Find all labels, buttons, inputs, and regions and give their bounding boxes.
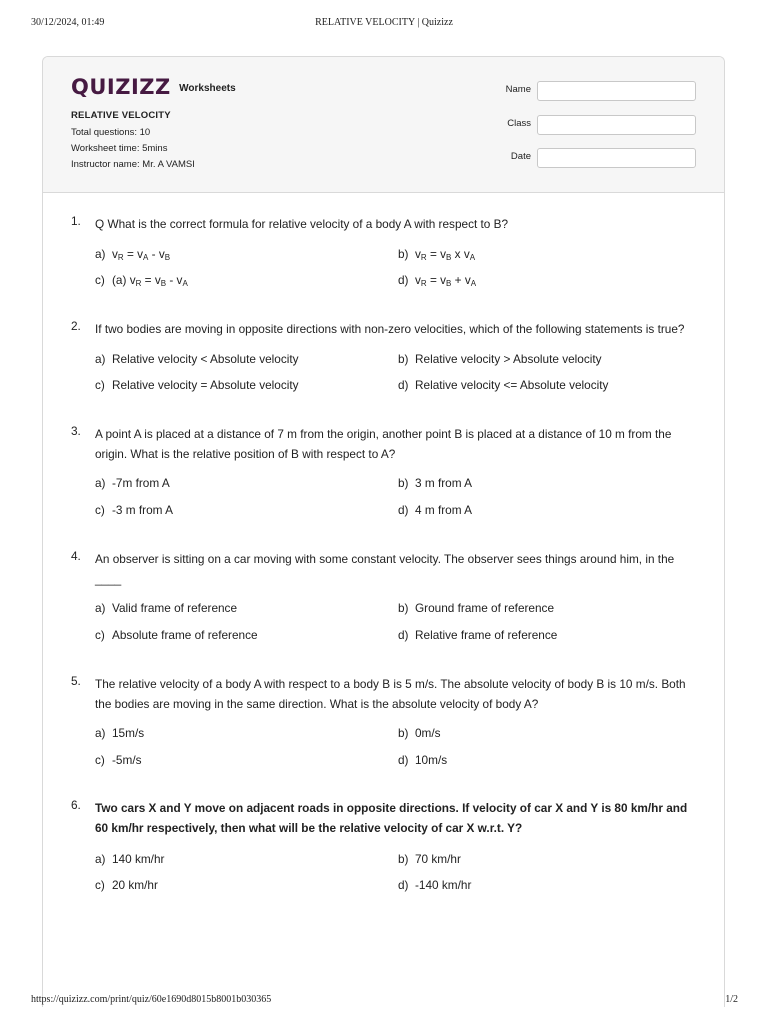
subscript: B <box>446 253 452 262</box>
option-d <box>398 503 472 517</box>
option-a <box>95 352 299 366</box>
option-text <box>415 273 476 287</box>
option-c <box>95 378 299 392</box>
question-number: 2. <box>71 319 81 333</box>
option-text-part: = v <box>141 273 161 287</box>
option-text-part: (a) v <box>112 273 136 287</box>
option-text-part: = v <box>123 247 144 261</box>
question-number: 1. <box>71 214 81 228</box>
subscript: B <box>446 279 452 288</box>
option-text-part: - v <box>148 247 165 261</box>
option-text: -3 m from A <box>112 503 173 517</box>
name-field[interactable] <box>537 81 696 101</box>
option-b <box>398 601 554 615</box>
option-letter: b) <box>398 247 409 261</box>
option-text: Valid frame of reference <box>112 601 238 615</box>
option-letter: c) <box>95 273 105 287</box>
question-number: 5. <box>71 674 81 688</box>
option-text: 70 km/hr <box>415 852 461 866</box>
total-questions: Total questions: 10 <box>71 127 151 138</box>
option-b <box>398 352 602 366</box>
option-letter: a) <box>95 852 106 866</box>
option-a <box>95 852 164 866</box>
option-text: -5m/s <box>112 753 142 767</box>
question-text: An observer is sitting on a car moving with some constant velocity. The observer sees things around him, in the ____ <box>95 552 675 586</box>
option-letter: b) <box>398 601 409 615</box>
question-number: 4. <box>71 549 81 563</box>
question-text: A point A is placed at a distance of 7 m from the origin, another point B is placed at a distance of 10 m from the origin. What is the relative position of B with respect to A? <box>95 427 672 461</box>
option-letter: a) <box>95 601 106 615</box>
option-d <box>398 753 447 767</box>
option-d <box>398 378 608 392</box>
option-text: Relative velocity < Absolute velocity <box>112 352 299 366</box>
option-text-part: v <box>415 273 421 287</box>
subscript: A <box>143 253 149 262</box>
option-text: 3 m from A <box>415 476 473 490</box>
option-text: 0m/s <box>415 726 441 740</box>
name-label: Name <box>505 84 531 95</box>
option-letter: a) <box>95 726 106 740</box>
option-text-part: v <box>112 247 118 261</box>
option-text <box>112 273 188 287</box>
subscript: B <box>160 279 167 288</box>
date-label: Date <box>510 151 531 162</box>
option-d <box>398 628 557 642</box>
option-letter: d) <box>398 753 409 767</box>
page-number: 1/2 <box>725 994 738 1005</box>
option-a <box>95 601 237 615</box>
option-text: 4 m from A <box>415 503 473 517</box>
instructor-name: Instructor name: Mr. A VAMSI <box>71 159 195 170</box>
product-label: Worksheets <box>179 83 236 94</box>
option-text-part: x v <box>451 247 470 261</box>
option-text-part: = v <box>426 273 447 287</box>
option-text <box>415 247 475 261</box>
option-letter: b) <box>398 726 409 740</box>
option-letter: c) <box>95 753 105 767</box>
option-letter: b) <box>398 352 409 366</box>
option-c <box>95 628 258 642</box>
option-letter: b) <box>398 476 409 490</box>
subscript: R <box>420 279 427 288</box>
subscript: R <box>135 279 142 288</box>
option-c <box>95 273 188 287</box>
option-text: Relative velocity > Absolute velocity <box>415 352 602 366</box>
worksheet-meta <box>71 110 195 175</box>
option-a <box>95 476 170 490</box>
option-text: Relative frame of reference <box>415 628 558 642</box>
option-text: Relative velocity = Absolute velocity <box>112 378 299 392</box>
subscript: A <box>470 279 477 288</box>
option-letter: c) <box>95 628 105 642</box>
option-text: Relative velocity <= Absolute velocity <box>415 378 609 392</box>
option-text: 20 km/hr <box>112 878 158 892</box>
option-letter: d) <box>398 378 409 392</box>
option-b <box>398 476 472 490</box>
option-letter: c) <box>95 378 105 392</box>
option-text-part: + v <box>451 273 471 287</box>
subscript: R <box>117 253 124 262</box>
option-b <box>398 726 441 740</box>
option-letter: a) <box>95 247 106 261</box>
option-text: Ground frame of reference <box>415 601 555 615</box>
brand <box>71 75 236 99</box>
worksheet-time: Worksheet time: 5mins <box>71 143 168 154</box>
print-page-title: RELATIVE VELOCITY | Quizizz <box>315 17 453 28</box>
option-a <box>95 726 144 740</box>
question-text: Q What is the correct formula for relative velocity of a body A with respect to B? <box>95 217 509 231</box>
option-letter: d) <box>398 628 409 642</box>
option-text <box>112 247 170 261</box>
class-field[interactable] <box>537 115 696 135</box>
option-letter: d) <box>398 273 409 287</box>
option-c <box>95 503 173 517</box>
option-b <box>398 247 475 261</box>
option-a <box>95 247 170 261</box>
option-text: 140 km/hr <box>112 852 165 866</box>
option-letter: d) <box>398 878 409 892</box>
worksheet-title: RELATIVE VELOCITY <box>71 110 171 121</box>
print-datetime: 30/12/2024, 01:49 <box>31 17 105 28</box>
option-text: 15m/s <box>112 726 145 740</box>
option-text-part: v <box>415 247 421 261</box>
option-d <box>398 878 471 892</box>
question-text: The relative velocity of a body A with respect to a body B is 5 m/s. The absolute velocity of body B is 10 m/s. Both the bodies are moving in the same direction. What is the absolute velocity of body A? <box>95 677 686 711</box>
question-number: 3. <box>71 424 81 438</box>
subscript: A <box>182 279 188 288</box>
option-text: 10m/s <box>415 753 448 767</box>
subscript: B <box>164 253 171 262</box>
print-header <box>0 17 768 31</box>
question-text: Two cars X and Y move on adjacent roads in opposite directions. If velocity of car X and Y is 80 km/hr and 60 km/hr respectively, then what will be the relative velocity of car X w.r.t. Y? <box>95 801 688 835</box>
option-text: -7m from A <box>112 476 170 490</box>
option-letter: c) <box>95 503 105 517</box>
option-text-part: - v <box>166 273 183 287</box>
option-letter: c) <box>95 878 105 892</box>
worksheet <box>42 56 725 1007</box>
subscript: R <box>420 253 427 262</box>
option-b <box>398 852 461 866</box>
option-c <box>95 753 142 767</box>
worksheet-header <box>43 57 724 193</box>
question-number: 6. <box>71 798 81 812</box>
option-d <box>398 273 476 287</box>
option-c <box>95 878 158 892</box>
print-footer <box>0 994 768 1008</box>
option-letter: a) <box>95 352 106 366</box>
option-letter: a) <box>95 476 106 490</box>
date-field[interactable] <box>537 148 696 168</box>
question-text: If two bodies are moving in opposite directions with non-zero velocities, which of the following statements is true? <box>95 322 685 336</box>
option-letter: d) <box>398 503 409 517</box>
option-text-part: = v <box>426 247 447 261</box>
print-url: https://quizizz.com/print/quiz/60e1690d8015b8001b030365 <box>31 994 272 1005</box>
subscript: A <box>469 253 476 262</box>
option-text: -140 km/hr <box>415 878 472 892</box>
quizizz-logo: QUIZIZZ <box>71 75 171 99</box>
class-label: Class <box>507 118 531 129</box>
option-text: Absolute frame of reference <box>112 628 258 642</box>
option-letter: b) <box>398 852 409 866</box>
